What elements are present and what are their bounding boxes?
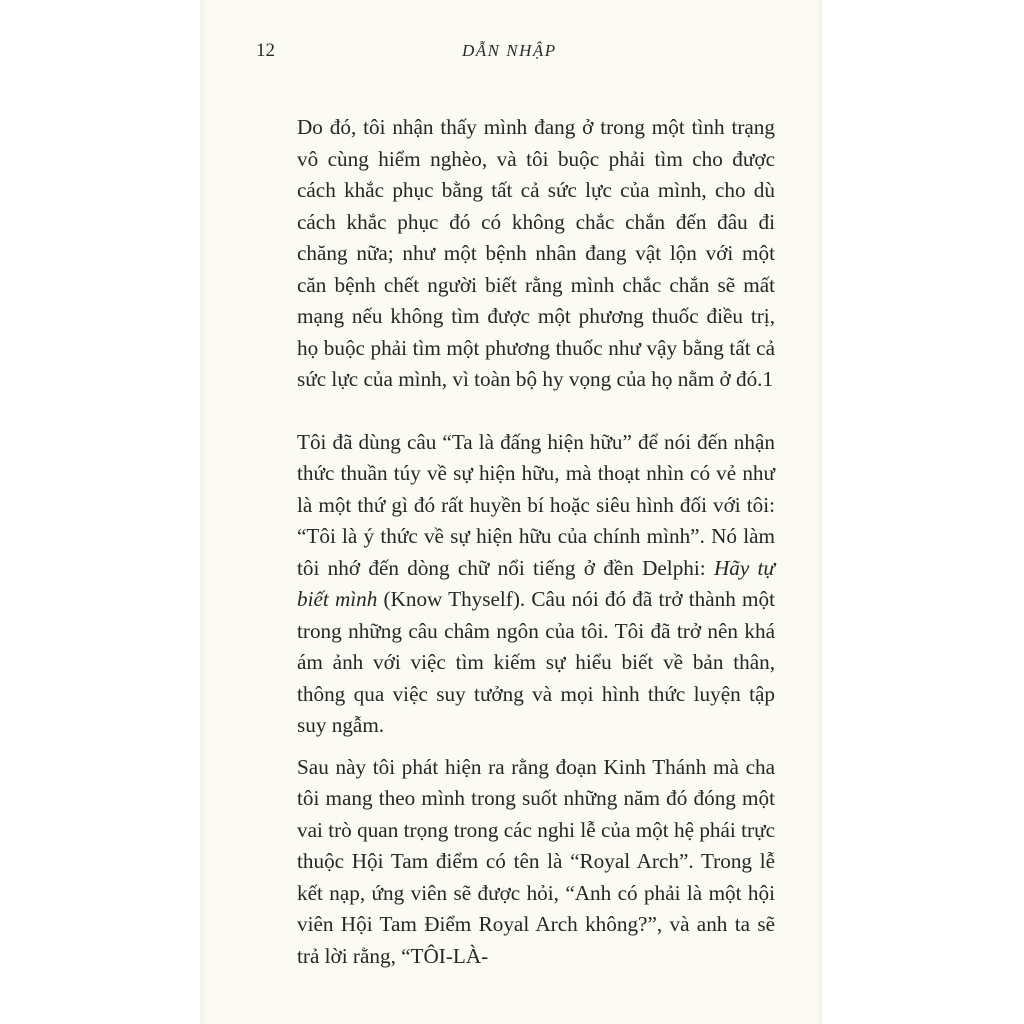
running-title: DẪN NHẬP bbox=[462, 41, 557, 60]
paragraph-3: Sau này tôi phát hiện ra rằng đoạn Kinh Thánh mà cha tôi mang theo mình trong suốt những năm đó đóng một vai trò quan trọng trong các nghi lễ của một hệ phái trực thuộc Hội Tam điểm có tên là “Royal Arch”. Trong lễ kết nạp, ứng viên sẽ được hỏi, “Anh có phải là một hội viên Hội Tam Điểm Royal Arch không?”, và anh ta sẽ trả lời rằng, “TÔI-LÀ- bbox=[297, 754, 775, 968]
paragraph-2-text-end: (Know Thyself). Câu nói đó đã trở thành một trong những câu châm ngôn của tôi. Tôi đã trở nên khá ám ảnh với việc tìm kiếm sự hiểu biết về bản thân, thông qua việc suy tưởng và mọi hình thức luyện tập suy ngẫm. bbox=[297, 587, 775, 737]
paragraph-2-text-start: Tôi đã dùng câu “Ta là đấng hiện hữu” để nói đến nhận thức thuần túy về sự hiện hữu, mà thoạt nhìn có vẻ như là một thứ gì đó rất huyền bí hoặc siêu hình đối với tôi: “Tôi là ý thức về sự hiện hữu của chính mình”. Nó làm tôi nhớ đến dòng chữ nổi tiếng ở đền Delphi: bbox=[297, 429, 775, 580]
italic-phrase: Hãy tự biết mình bbox=[297, 555, 775, 611]
body-text bbox=[297, 112, 775, 972]
block-quote-paragraph: Do đó, tôi nhận thấy mình đang ở trong một tình trạng vô cùng hiểm nghèo, và tôi buộc phải tìm cho được cách khắc phục bằng tất cả sức lực của mình, cho dù cách khắc phục đó có không chắc chắn đến đâu đi chăng nữa; như một bệnh nhân đang vật lộn với một căn bệnh chết người biết rằng mình chắc chắn sẽ mất mạng nếu không tìm được một phương thuốc điều trị, họ buộc phải tìm một phương thuốc như vậy bằng tất cả sức lực của mình, vì toàn bộ hy vọng của họ nằm ở đó.1 bbox=[297, 115, 775, 391]
paragraph-2 bbox=[297, 427, 775, 742]
book-page bbox=[200, 0, 822, 1024]
page-number: 12 bbox=[256, 40, 275, 61]
page-header bbox=[200, 40, 822, 68]
